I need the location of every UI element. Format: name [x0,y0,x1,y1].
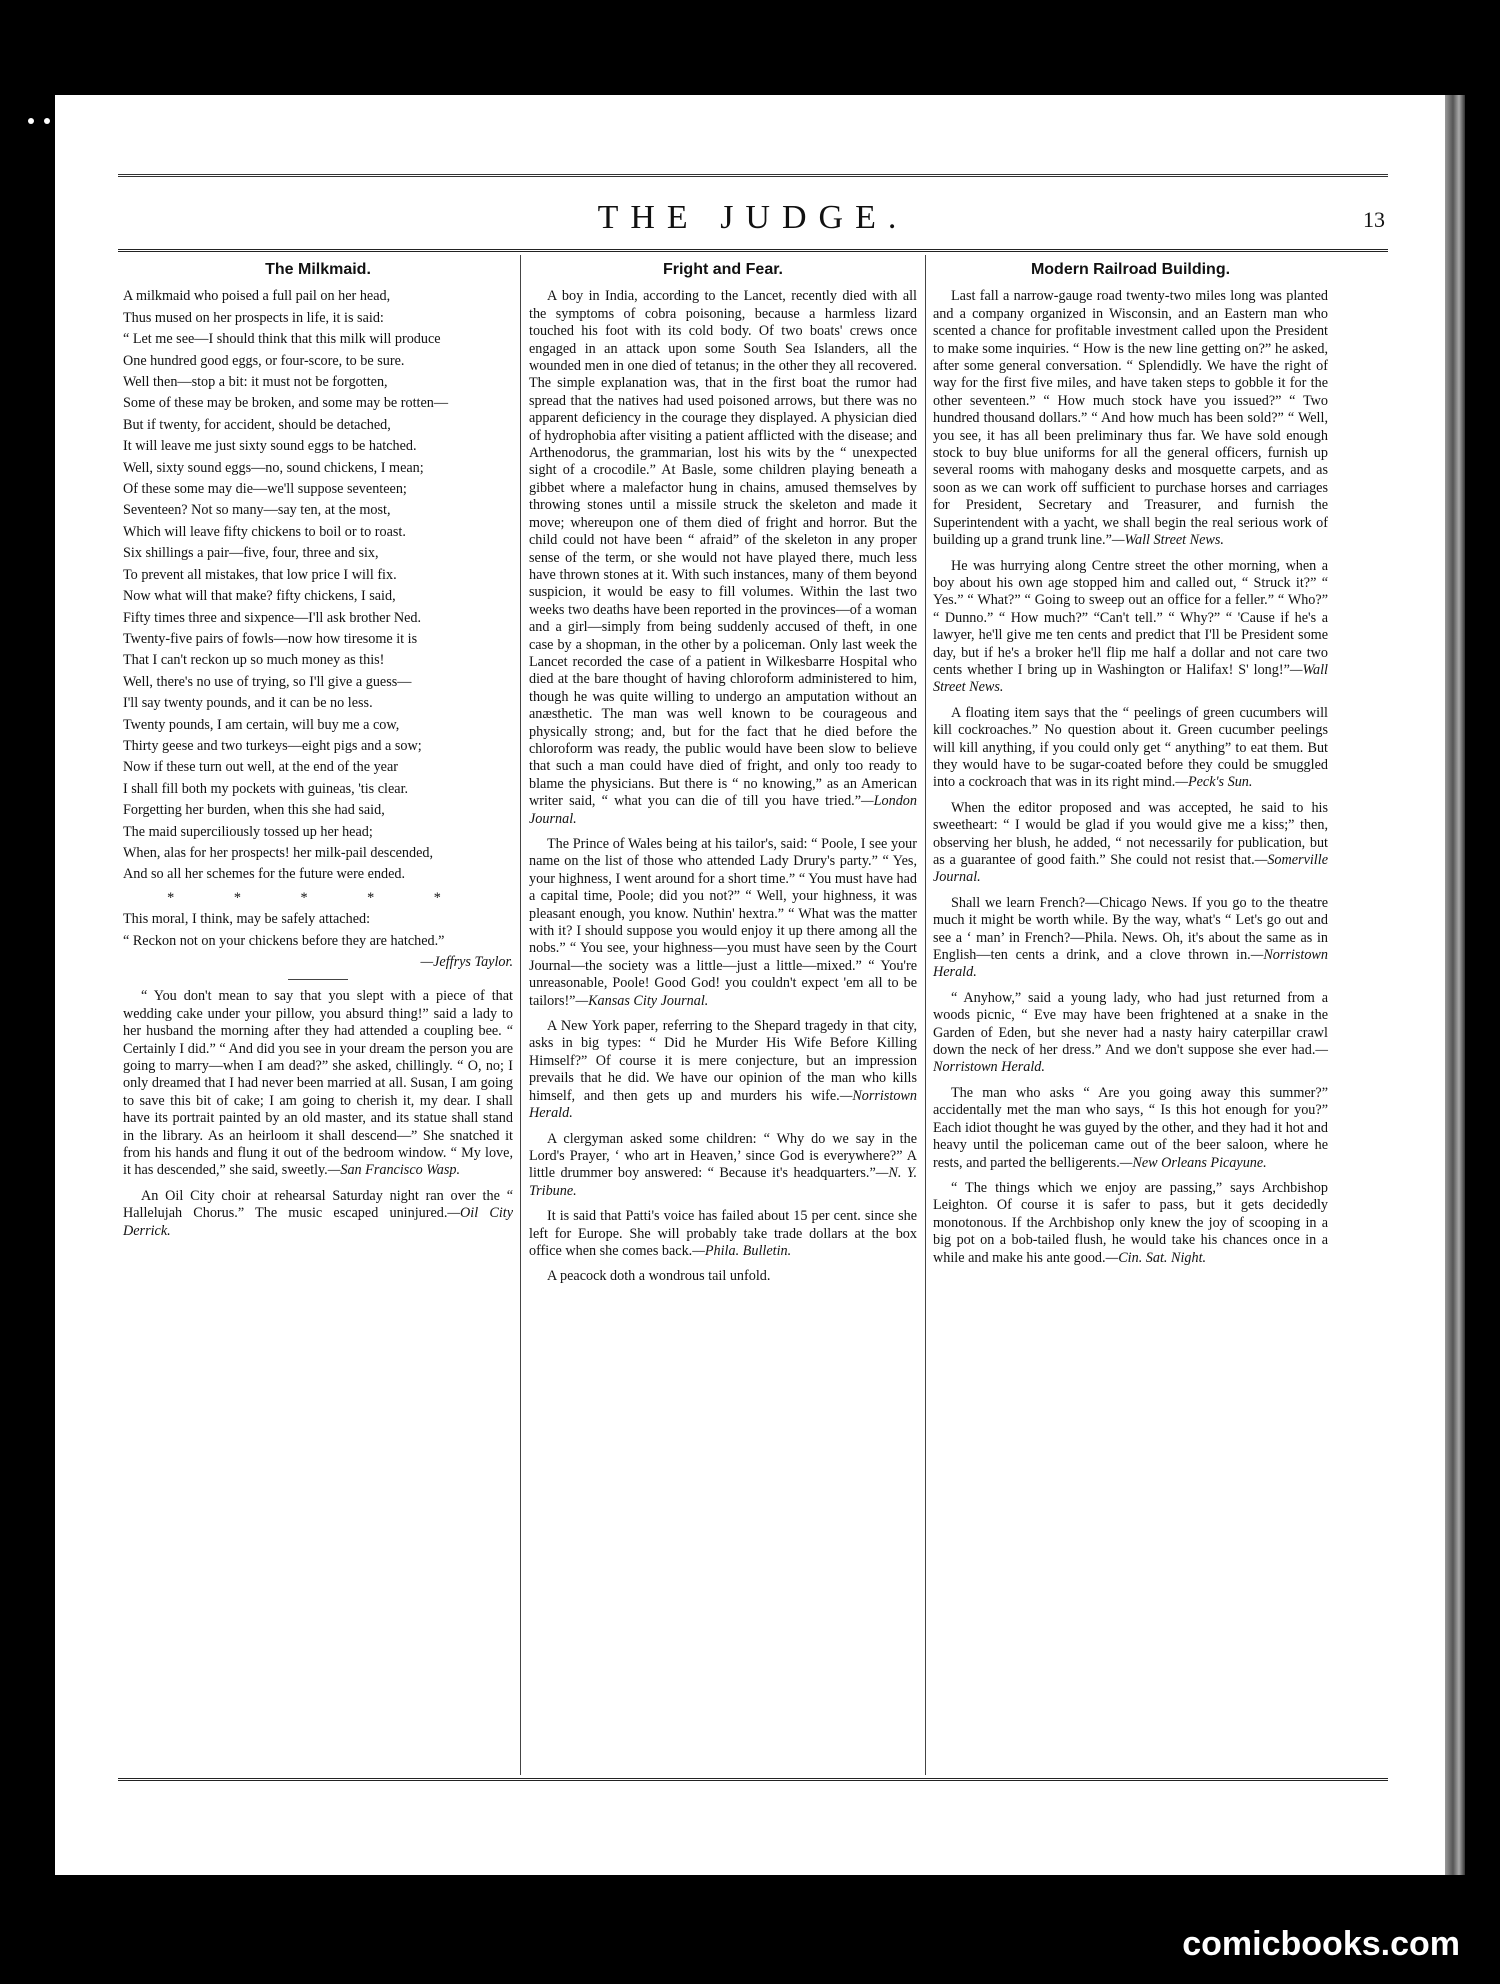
column-milkmaid [123,261,513,1248]
newspaper-page [55,95,1445,1875]
source-credit: —Peck's Sun. [1175,774,1253,791]
source-credit: —Norristown Herald. [933,1042,1328,1076]
poem-line: I shall fill both my pockets with guineas, 'tis clear. [123,780,409,797]
paragraph [529,288,917,828]
poem-line: Thirty geese and two turkeys—eight pigs and a sow; [123,737,422,754]
poem-line: When, alas for her prospects! her milk-pail descended, [123,844,434,861]
paragraph [933,705,1328,792]
top-rule [118,174,1388,177]
poem-line: Twenty pounds, I am certain, will buy me a cow, [123,716,400,733]
poem-line: Twenty-five pairs of fowls—now how tiresome it is [123,630,418,647]
poem-moral-line: This moral, I think, may be safely attached: [123,911,371,928]
poem-line: To prevent all mistakes, that low price I will fix. [123,566,397,583]
source-credit: —Somerville Journal. [933,852,1328,886]
source-credit: —Cin. Sat. Night. [1105,1249,1207,1266]
poem-line: Now what will that make? fifty chickens, I said, [123,588,396,605]
paragraph [933,1085,1328,1172]
source-credit: —Wall Street News. [1111,532,1224,549]
paragraph-text: “ You don't mean to say that you slept with a piece of that wedding cake under your pillow, you absurd thing!” said a lady to her husband the morning after they had attended a coupling bee. “ Certainly I did.” “ And did you see in your dream the person you are going to marry—when I am dead?” she asked, chillingly. “ O, no; I only dreamed that I had never been married at all. Susan, I am going to save this bit of cake; I am going to cherish it, my dear. I shall have its portrait painted by an old master, and its statue shall stand in the library. As an heirloom it shall descend—” She snatched it from his hands and flung it out of the bedroom window. “ My love, it has descended,” she said, sweetly. [123,988,513,1179]
paragraph-text: A peacock doth a wondrous tail unfold. [547,1268,771,1285]
divider [288,979,348,980]
watermark-text: comicbooks.com [1182,1925,1460,1963]
poem-line: But if twenty, for accident, should be detached, [123,416,391,433]
paragraph [529,1018,917,1122]
source-credit: —N. Y. Tribune. [529,1165,917,1199]
paragraph [933,288,1328,549]
source-credit: —Phila. Bulletin. [692,1242,792,1259]
paragraph-text: Last fall a narrow-gauge road twenty-two miles long was planted and a company organized in Wisconsin, and an Eastern man who scented a chance for profitable investment called upon the President to make some inquiries. “ How is the new line getting on?” he asked, after some general conversation. “ Splendidly. We have the right of way for the first five miles, and have taken steps to gobble it for the other seventeen.” “ How much stock have you issued?” “ Two hundred thousand dollars.” “ And how much has been sold?” “ Well, you see, it has all been preliminary thus far. We have sold enough stock to buy blue uniforms for all the general officers, furnish up several rooms with mahogany desks and mosquette carpets, and as soon as we can work off sufficient to purchase horses and carriages for President, Secretary and Treasurer, and furnish the Superintendent with a yacht, we shall begin the real serious work of building up a grand trunk line.” [933,288,1328,549]
paragraph [933,800,1328,887]
bottom-rule [118,1778,1388,1781]
poem-line: Thus mused on her prospects in life, it is said: [123,309,384,326]
poem-line: I'll say twenty pounds, and it can be no less. [123,695,373,712]
poem-moral-line: “ Reckon not on your chickens before they are hatched.” [123,932,445,949]
page-edge [1445,95,1465,1875]
poem-line: “ Let me see—I should think that this milk will produce [123,331,441,348]
paragraph-text: It is said that Patti's voice has failed about 15 per cent. since she left for Europe. She will probably take trade dollars at the box office when she comes back. [529,1208,917,1259]
poem-line: That I can't reckon up so much money as this! [123,652,385,669]
margin-dot [44,118,50,124]
source-credit: —Norristown Herald. [529,1087,917,1122]
source-credit: —Norristown Herald. [933,947,1328,981]
source-credit: —Oil City Derrick. [123,1205,514,1239]
article-heading: The Milkmaid. [265,261,371,278]
article-heading: Fright and Fear. [662,261,783,278]
paragraph [529,1208,917,1260]
paragraph-text: Shall we learn French?—Chicago News. If you go to the theatre much it might be worth while. By the way, what's “ Let's go out and see a ‘ man’ in French?—Phila. News. Oh, it's about the same as in English—ten cents a drink, and a clove thrown in. [933,894,1328,964]
poem-line: Now if these turn out well, at the end of the year [123,759,398,776]
paragraph-text: A New York paper, referring to the Shepard tragedy in that city, asks in big types: “ Did he Murder His Wife Before Killing Himself?” Of course it is mere conjecture, but an impression prevails that he did. We have our opinion of the man who kills himself, and then gets up and murders his wife. [529,1018,917,1104]
paragraph-text: A clergyman asked some children: “ Why do we say in the Lord's Prayer, ‘ who art in Heaven,’ since God is everywhere?” A little drummer boy answered: “ Because it's headquarters.” [529,1130,917,1182]
column-modern-railroad-building [933,261,1328,1275]
paragraph-text: A boy in India, according to the Lancet, recently died with all the symptoms of cobra poisoning, because a harmless lizard touched his foot with its cold body. Of two boats' crews once engaged in an attack upon some South Sea Islanders, all the wounded men in one died of tetanus; in the other they all recovered. The simple explanation was, that in the first boat the rumor had spread that the natives had used poisoned arrows, but there was no apparent deficiency in the courage they displayed. A physician died of hydrophobia after visiting a patient afflicted with the disease; and Arthenodorus, the grammarian, lost his wits by the “ unexpected sight of a crocodile.” At Basle, some children playing beneath a gibbet where a malefactor hung in chains, amused themselves by throwing stones until a missile struck the skeleton and made it move; whereupon one of them died of fright and horror. But the child could not have been “ afraid” of the skeleton in any proper sense of the term, or she would not have played there, much less have thrown stones at it. With such instances, many of them beyond suspicion, it would be easy to fill volumes. Within the last two weeks two deaths have been reported in the provinces—of a woman and a girl—simply from being suddenly accused of theft, in one case by a shopman, in the other by a policeman. Only last week the Lancet recorded the case of a patient in Wilkesbarre Hospital who died at the bare thought of having chloroform administered to him, though he was quite willing to undergo an amputation without an anæsthetic. The man was well known to be courageous and physically strong; and, but for the fact that he died before the chloroform was ready, the public would have been slow to believe that such a man could have died of fright, and only too ready to blame the physicians. But there is “ no knowing,” as an American writer said, “ what you can die of till you have tried.” [529,288,917,810]
source-credit: —Wall Street News. [933,661,1328,696]
poem-line: And so all her schemes for the future were ended. [123,866,406,883]
margin-dot [28,118,34,124]
poem-line: Which will leave fifty chickens to boil or to roast. [123,523,406,540]
poem-line: One hundred good eggs, or four-score, to be sure. [123,352,405,369]
paragraph [123,988,513,1179]
header-rule [118,249,1388,252]
paragraph-text: “ The things which we enjoy are passing,” says Archbishop Leighton. Of course it is safer to pass, but it gets decidedly monotonous. If the Archbishop only knew the joy of scooping in a big pot on a bob-tailed flush, he would take his chances once in a while and make his ante good. [933,1179,1328,1266]
source-credit: —San Francisco Wasp. [327,1162,461,1179]
paragraph [529,1268,917,1285]
column-fright-and-fear [529,261,917,1294]
paragraph [933,558,1328,697]
masthead-title: THE JUDGE. [597,199,909,236]
article-heading: Modern Railroad Building. [1030,261,1231,278]
paragraph-text: The man who asks “ Are you going away this summer?” accidentally met the man who says, “ Is this hot enough for you?” Each idiot thought he was guyed by the other, and they had it hot and heavy until the policeman came out of the beer saloon, where he rests, and parted the belligerents. [933,1084,1328,1171]
paragraph [933,895,1328,982]
poem-line: Fifty times three and sixpence—I'll ask brother Ned. [123,609,422,626]
poem-line: Seventeen? Not so many—say ten, at the most, [123,502,391,519]
paragraph-text: A floating item says that the “ peelings of green cucumbers will kill cockroaches.” No question about it. Green cucumber peelings will kill anything, if you could only get “ anything” to eat them. But they would have to be sugar-coated before they could be smuggled into a cockroach that was in its right mind. [933,704,1328,791]
paragraph-text: An Oil City choir at rehearsal Saturday night ran over the “ Hallelujah Chorus.” The music escaped uninjured. [123,1187,513,1222]
paragraph [933,1180,1328,1267]
paragraph [933,990,1328,1077]
paragraph-text: “ Anyhow,” said a young lady, who had just returned from a woods picnic, “ Eve may have been frightened at a snake in the Garden of Eden, but she never had a nasty hairy caterpillar crawl down the neck of her dress.” And we don't suppose she ever had. [933,989,1328,1059]
paragraph-text: When the editor proposed and was accepted, he said to his sweetheart: “ I would be glad if you would give me a kiss;” then, observing her blush, he added, “ not necessarily for publication, but as a guarantee of good faith.” She could not resist that. [933,799,1328,868]
poem-line: The maid superciliously tossed up her head; [123,823,373,840]
column-divider [925,255,926,1775]
poem-line: Forgetting her burden, when this she had said, [123,802,385,819]
source-credit: —London Journal. [529,793,917,827]
source-credit: —Kansas City Journal. [575,992,709,1009]
poem [123,288,513,971]
paragraph [123,1188,513,1240]
poem-signature: —Jeffrys Taylor. [420,954,513,970]
poem-line: Well, sixty sound eggs—no, sound chickens, I mean; [123,459,424,476]
poem-line: Of these some may die—we'll suppose seventeen; [123,481,407,498]
section-stars: * * * * * [167,889,469,906]
column-divider [520,255,521,1775]
poem-line: Six shillings a pair—five, four, three and six, [123,545,379,562]
poem-line: Well, there's no use of trying, so I'll give a guess— [123,673,412,690]
paragraph [529,836,917,1010]
paragraph-text: He was hurrying along Centre street the other morning, when a boy about his own age stopped him and called out, “ Struck it?” “ Yes.” “ What?” “ Going to sweep out an office for a feller.” “ Who?” “ Dunno.” “ How much?” “Can't tell.” “ Why?” “ 'Cause if he's a lawyer, he'll give me ten cents and predict that I'll be President some day, but if he's a broker he'll flip me half a dollar and not care two cents whether I bring up in Washington or Halifax! S' long!” [933,557,1328,678]
poem-line: A milkmaid who poised a full pail on her head, [123,288,391,305]
page-number: 13 [1363,207,1385,232]
poem-line: It will leave me just sixty sound eggs to be hatched. [123,438,417,455]
source-credit: —New Orleans Picayune. [1119,1154,1267,1171]
poem-line: Some of these may be broken, and some may be rotten— [123,395,449,412]
paragraph [529,1131,917,1201]
poem-line: Well then—stop a bit: it must not be forgotten, [123,374,388,391]
paragraph-text: The Prince of Wales being at his tailor's, said: “ Poole, I see your name on the list of those who attended Lady Drury's party.” “ Yes, your highness, I went around for a short time.” “ You must have had a capital time, Poole; did you not?” “ Well, your highness, it was pleasant enough, you know. Nuthin' hextra.” “ What was the matter with it? I should suppose you would enjoy it up there among all the nobs.” “ You see, your highness—you must have seen by the Court Journal—the society was a little—just a little—mixed.” “ You're unreasonable, Poole! Good God! you couldn't expect 'em all to be tailors!” [529,836,917,1009]
